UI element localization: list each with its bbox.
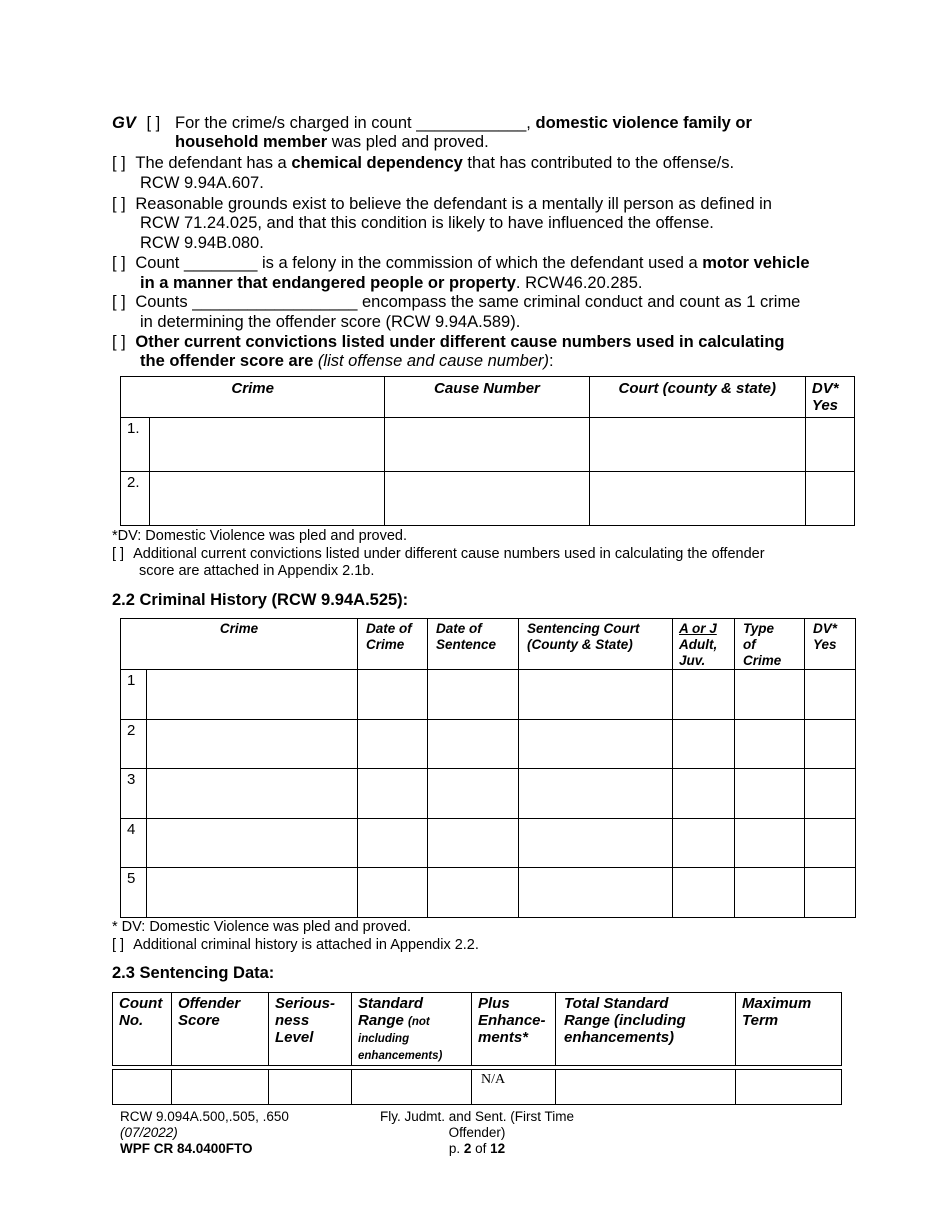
footer-left — [120, 1109, 289, 1157]
row-number: 5 — [121, 868, 147, 918]
current-dv-note: *DV: Domestic Violence was pled and proved. — [112, 528, 407, 544]
gv-line-2: household member was pled and proved. — [175, 133, 489, 151]
sentencing-heading: 2.3 Sentencing Data: — [112, 964, 275, 982]
table-row — [113, 1070, 842, 1105]
ch-aj-cell[interactable] — [673, 720, 735, 769]
ch-court-cell[interactable] — [519, 769, 673, 819]
ch-court-cell[interactable] — [519, 819, 673, 868]
ch-dv-cell[interactable] — [805, 819, 856, 868]
table-row — [121, 418, 855, 472]
ch-dv-cell[interactable] — [805, 670, 856, 720]
court-cell[interactable] — [589, 418, 805, 472]
sd-max-cell[interactable] — [736, 1070, 842, 1105]
ch-crime-cell[interactable] — [147, 769, 358, 819]
ch-type-cell[interactable] — [735, 720, 805, 769]
other-convictions-finding: [ ] Other current convictions listed under different cause numbers used in calculating — [112, 333, 785, 351]
criminal-history-heading: 2.2 Criminal History (RCW 9.94A.525): — [112, 591, 409, 609]
cause-cell[interactable] — [385, 418, 589, 472]
header-cause-number: Cause Number — [385, 377, 589, 418]
gv-code: GV — [112, 114, 136, 132]
ch-header-date-sentence: Date of Sentence — [428, 619, 519, 670]
sd-standard-cell[interactable] — [352, 1070, 472, 1105]
same-checkbox[interactable]: [ ] — [112, 293, 126, 311]
table-row — [121, 868, 856, 918]
ch-crime-cell[interactable] — [147, 868, 358, 918]
additional-current-line-2: score are attached in Appendix 2.1b. — [139, 563, 375, 579]
ch-header-type: Type of Crime — [735, 619, 805, 670]
gv-finding — [112, 113, 160, 133]
ch-crime-cell[interactable] — [147, 819, 358, 868]
header-court: Court (county & state) — [589, 377, 805, 418]
sd-seriousness-cell[interactable] — [269, 1070, 352, 1105]
mental-checkbox[interactable]: [ ] — [112, 195, 126, 213]
footer-date: (07/2022) — [120, 1125, 178, 1140]
row-number: 2 — [121, 720, 147, 769]
ch-header-date-crime: Date of Crime — [358, 619, 428, 670]
mental-illness-finding: [ ] Reasonable grounds exist to believe the defendant is a mentally ill person as defined in — [112, 195, 772, 213]
footer-title-2: Offender) — [448, 1125, 506, 1140]
ch-aj-cell[interactable] — [673, 819, 735, 868]
header-dv: DV* Yes — [805, 377, 854, 418]
ch-aj-cell[interactable] — [673, 670, 735, 720]
sd-header-count: Count No. — [113, 993, 172, 1066]
additional-current-checkbox[interactable]: [ ] — [112, 546, 125, 562]
ch-header-dv: DV* Yes — [805, 619, 856, 670]
ch-header-a-or-j: A or J Adult, Juv. — [673, 619, 735, 670]
page-number: p. 2 of 12 — [448, 1141, 506, 1156]
sd-total-cell[interactable] — [556, 1070, 736, 1105]
chem-dependency-finding: [ ] The defendant has a chemical dependency that has contributed to the offense/s. — [112, 154, 735, 172]
ch-date-crime-cell[interactable] — [358, 720, 428, 769]
footer-center — [362, 1109, 592, 1157]
sd-offender-cell[interactable] — [172, 1070, 269, 1105]
chem-checkbox[interactable]: [ ] — [112, 154, 126, 172]
ch-crime-cell[interactable] — [147, 720, 358, 769]
ch-date-crime-cell[interactable] — [358, 769, 428, 819]
criminal-history-dv-note: * DV: Domestic Violence was pled and proved. — [112, 919, 412, 935]
table-row — [121, 819, 856, 868]
sd-header-standard-range: Standard Range (not including enhancements) — [352, 993, 472, 1066]
sd-header-offender-score: Offender Score — [172, 993, 269, 1066]
cause-cell[interactable] — [385, 472, 589, 526]
ch-type-cell[interactable] — [735, 868, 805, 918]
gv-checkbox[interactable]: [ ] — [146, 114, 161, 132]
mental-line-2: RCW 71.24.025, and that this condition is likely to have influenced the offense. — [140, 214, 714, 232]
ch-date-sentence-cell[interactable] — [428, 670, 519, 720]
row-number: 3 — [121, 769, 147, 819]
row-number: 1. — [121, 418, 150, 472]
additional-history-note: [ ] Additional criminal history is attached in Appendix 2.2. — [112, 937, 479, 953]
same-conduct-finding: [ ] Counts __________________ encompass the same criminal conduct and count as 1 crime — [112, 293, 801, 311]
sentencing-data-table — [112, 992, 842, 1105]
motor-vehicle-finding: [ ] Count ________ is a felony in the commission of which the defendant used a motor vehicle — [112, 254, 810, 272]
sd-count-cell[interactable] — [113, 1070, 172, 1105]
ch-court-cell[interactable] — [519, 670, 673, 720]
ch-header-court: Sentencing Court (County & State) — [519, 619, 673, 670]
table-row — [121, 670, 856, 720]
row-number: 1 — [121, 670, 147, 720]
ch-date-sentence-cell[interactable] — [428, 720, 519, 769]
table-row — [121, 769, 856, 819]
ch-date-sentence-cell[interactable] — [428, 769, 519, 819]
ch-date-crime-cell[interactable] — [358, 868, 428, 918]
other-line-2: the offender score are (list offense and cause number): — [140, 352, 554, 370]
ch-type-cell[interactable] — [735, 670, 805, 720]
header-crime: Crime — [121, 377, 385, 418]
ch-date-sentence-cell[interactable] — [428, 868, 519, 918]
chem-rcw: RCW 9.94A.607. — [140, 174, 264, 192]
current-convictions-table — [120, 376, 855, 526]
table-row — [121, 720, 856, 769]
ch-date-crime-cell[interactable] — [358, 670, 428, 720]
additional-history-checkbox[interactable]: [ ] — [112, 937, 125, 953]
mental-rcw: RCW 9.94B.080. — [140, 234, 264, 252]
ch-court-cell[interactable] — [519, 868, 673, 918]
mv-checkbox[interactable]: [ ] — [112, 254, 126, 272]
ch-dv-cell[interactable] — [805, 720, 856, 769]
other-checkbox[interactable]: [ ] — [112, 333, 126, 351]
ch-date-crime-cell[interactable] — [358, 819, 428, 868]
mv-line-2: in a manner that endangered people or property. RCW46.20.285. — [140, 274, 643, 292]
ch-dv-cell[interactable] — [805, 868, 856, 918]
criminal-history-table — [120, 618, 856, 918]
court-cell[interactable] — [589, 472, 805, 526]
sd-header-seriousness: Serious- ness Level — [269, 993, 352, 1066]
crime-cell[interactable] — [150, 418, 385, 472]
same-line-2: in determining the offender score (RCW 9.94A.589). — [140, 313, 521, 331]
ch-crime-cell[interactable] — [147, 670, 358, 720]
footer-rcw: RCW 9.094A.500,.505, .650 — [120, 1109, 289, 1124]
table-row — [121, 472, 855, 526]
ch-header-crime: Crime — [121, 619, 358, 670]
ch-aj-cell[interactable] — [673, 769, 735, 819]
row-number: 4 — [121, 819, 147, 868]
footer-title-1: Fly. Judmt. and Sent. (First Time — [379, 1109, 575, 1124]
dv-cell[interactable] — [805, 472, 854, 526]
gv-line-1: For the crime/s charged in count ____________, domestic violence family or — [175, 114, 752, 132]
footer-form: WPF CR 84.0400FTO — [120, 1141, 253, 1156]
row-number: 2. — [121, 472, 150, 526]
ch-date-sentence-cell[interactable] — [428, 819, 519, 868]
ch-dv-cell[interactable] — [805, 769, 856, 819]
sd-header-maximum-term: Maximum Term — [736, 993, 842, 1066]
sd-header-plus-enhancements: Plus Enhance- ments* — [472, 993, 556, 1066]
ch-type-cell[interactable] — [735, 819, 805, 868]
dv-cell[interactable] — [805, 418, 854, 472]
ch-aj-cell[interactable] — [673, 868, 735, 918]
crime-cell[interactable] — [150, 472, 385, 526]
sd-plus-cell[interactable]: N/A — [472, 1070, 556, 1105]
ch-court-cell[interactable] — [519, 720, 673, 769]
additional-current-note: [ ] Additional current convictions listed under different cause numbers used in calculating the offender — [112, 546, 765, 562]
ch-type-cell[interactable] — [735, 769, 805, 819]
sd-header-total-range: Total Standard Range (including enhancements) — [556, 993, 736, 1066]
